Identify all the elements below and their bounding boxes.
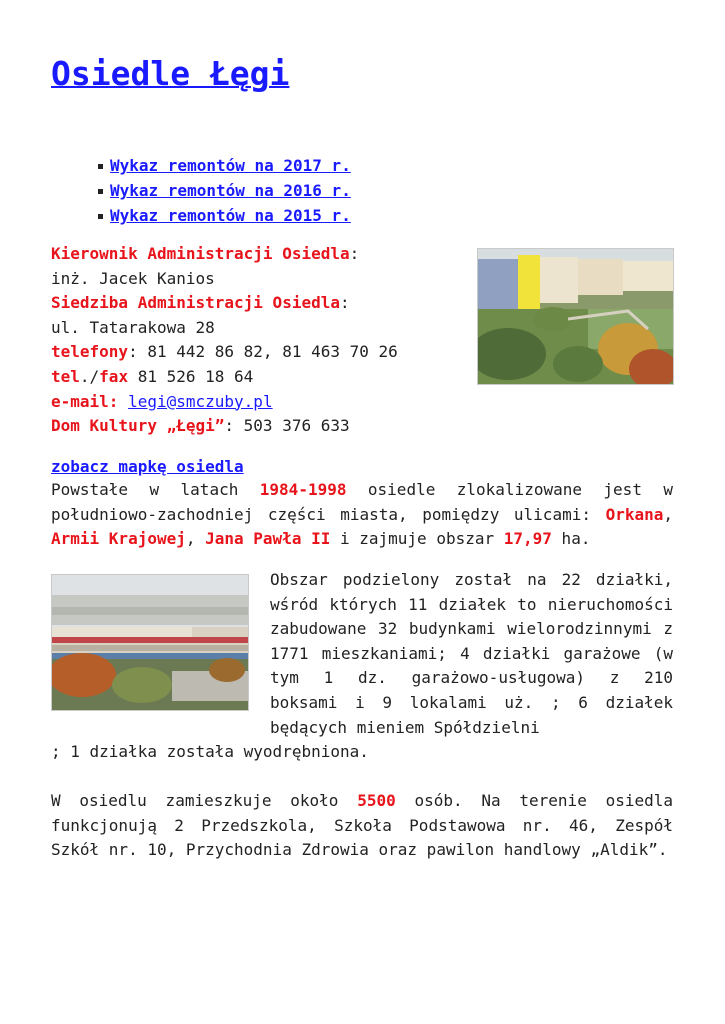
bullet-icon — [98, 189, 103, 194]
list-item — [98, 179, 351, 204]
bullet-icon — [98, 214, 103, 219]
residents-description: W osiedlu zamieszkuje około 5500 osób. Na terenie osiedla funkcjonują 2 Przedszkola, Szkoła Podstawowa nr. 46, Zespół Szkół nr. 10, Przychodnia Zdrowia oraz pawilon handlowy „Aldik”. — [51, 791, 673, 860]
phones-value: 81 442 86 82, 81 463 70 26 — [147, 342, 398, 362]
contact-info: Kierownik Administracji Osiedla: inż. Jacek Kanios Siedziba Administracji Osiedla: ul. Tatarakowa 28 telefony: 81 442 86 82, 81 463 70 26 tel./fax 81 526 18 64 e-mail: legi@smczuby.pl Dom Kultury „Łęgi”: 503 376 633 — [51, 242, 471, 439]
tel-label: tel — [51, 366, 80, 386]
list-item — [98, 154, 351, 179]
street-jana-pawla: Jana Pawła II — [205, 529, 331, 549]
phones-label: telefony — [51, 342, 129, 362]
estate-area: 17,97 — [503, 529, 552, 549]
renovation-links-list — [98, 154, 351, 229]
office-address: ul. Tatarakowa 28 — [51, 317, 215, 337]
email-link[interactable]: legi@smczuby.pl — [128, 391, 273, 411]
bullet-icon — [98, 164, 103, 169]
list-item — [98, 204, 351, 229]
estate-photo-blocks — [51, 574, 249, 711]
street-orkana: Orkana — [605, 504, 664, 524]
residents-count: 5500 — [357, 791, 396, 810]
renovations-2015-link[interactable]: Wykaz remontów na 2015 r. — [110, 206, 351, 226]
estate-map-link[interactable]: zobacz mapkę osiedla — [51, 457, 244, 476]
page-title[interactable]: Osiedle Łęgi — [51, 54, 290, 93]
fax-value: 81 526 18 64 — [137, 366, 254, 386]
email-label: e-mail: — [51, 391, 119, 411]
estate-description: Powstałe w latach 1984-1998 osiedle zlokalizowane jest w południowo-zachodniej części miasta, pomiędzy ulicami: Orkana, Armii Krajowej, Jana Pawła II i zajmuje obszar 17,97 ha. — [51, 480, 674, 549]
renovations-2016-link[interactable]: Wykaz remontów na 2016 r. — [110, 181, 351, 201]
office-label: Siedziba Administracji Osiedla — [51, 293, 340, 313]
culture-house-phone: 503 376 633 — [243, 416, 350, 436]
construction-years: 1984-1998 — [259, 480, 347, 499]
plots-description-end: ; 1 działka została wyodrębniona. — [51, 742, 369, 761]
plots-description: Obszar podzielony został na 22 działki, wśród których 11 działek to nieruchomości zabudowane 32 budynkami wielorodzinnymi z 1771 mieszkaniami; 4 działki garażowe (w tym 1 dz. garażowo-usługowa) z 210 boksami i 9 lokalami uż. ; 6 działek będących mieniem Spółdzielni — [270, 570, 673, 737]
estate-photo-aerial — [477, 248, 674, 385]
renovations-2017-link[interactable]: Wykaz remontów na 2017 r. — [110, 156, 351, 176]
manager-label: Kierownik Administracji Osiedla — [51, 244, 350, 263]
fax-label: fax — [99, 366, 129, 386]
culture-house-label: Dom Kultury „Łęgi” — [51, 416, 225, 436]
street-armii-krajowej: Armii Krajowej — [51, 529, 186, 549]
manager-name: inż. Jacek Kanios — [51, 268, 215, 288]
